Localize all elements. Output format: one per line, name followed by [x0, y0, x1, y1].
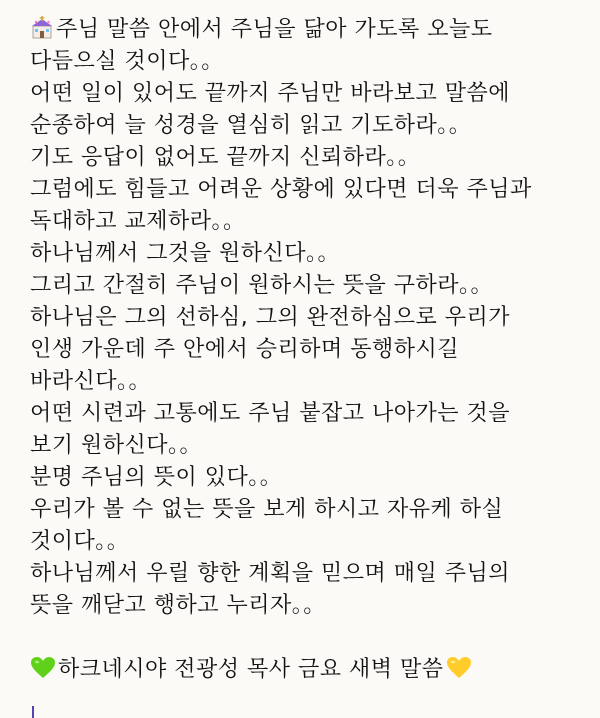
- sermon-line: 분명 주님의 뜻이 있다。。: [30, 465, 283, 490]
- yellow-heart-icon: [446, 656, 472, 690]
- sermon-line-text: 주님 말씀 안에서 주님을 닮아 가도록 오늘도: [56, 17, 493, 42]
- sermon-line: 하나님께서 우릴 향한 계획을 믿으며 매일 주님의: [30, 561, 511, 586]
- sermon-line: 하나님께서 그것을 원하신다。。: [30, 241, 341, 266]
- sermon-line: 우리가 볼 수 없는 뜻을 보게 하시고 자유케 하실: [30, 497, 504, 522]
- sermon-line: [30, 14, 586, 46]
- sermon-line: 어떤 시련과 고통에도 주님 붙잡고 나아가는 것을: [30, 401, 511, 426]
- sermon-line: 바라신다。。: [30, 369, 152, 394]
- church-emoji-icon: [30, 16, 54, 46]
- sermon-line: 뜻을 깨닫고 행하고 누리자。。: [30, 593, 326, 618]
- sermon-line: 어떤 일이 있어도 끝까지 주님만 바라보고 말씀에: [30, 81, 511, 106]
- sermon-footer: [30, 654, 586, 688]
- sermon-line: 인생 가운데 주 안에서 승리하며 동행하시길: [30, 337, 460, 362]
- sermon-line: 것이다。。: [30, 529, 130, 554]
- sermon-line: 기도 응답이 없어도 끝까지 신뢰하라。。: [30, 145, 421, 170]
- sermon-line: 그리고 간절히 주님이 원하시는 뜻을 구하라。。: [30, 273, 494, 298]
- sermon-note: [30, 14, 586, 688]
- sermon-line: 순종하여 늘 성경을 열심히 읽고 기도하라。。: [30, 113, 472, 138]
- text-cursor-mark: [32, 706, 34, 718]
- sermon-line: 독대하고 교제하라。。: [30, 209, 246, 234]
- sermon-line: 다듬으실 것이다。。: [30, 49, 224, 74]
- footer-text: 하크네시야 전광성 목사 금요 새벽 말씀: [58, 657, 444, 682]
- sermon-line: 그럼에도 힘들고 어려운 상황에 있다면 더욱 주님과: [30, 177, 532, 202]
- green-heart-icon: [30, 656, 56, 690]
- sermon-line: 보기 원하신다。。: [30, 433, 203, 458]
- sermon-line: 하나님은 그의 선하심, 그의 완전하심으로 우리가: [30, 305, 511, 330]
- paragraph-spacer: [30, 622, 586, 654]
